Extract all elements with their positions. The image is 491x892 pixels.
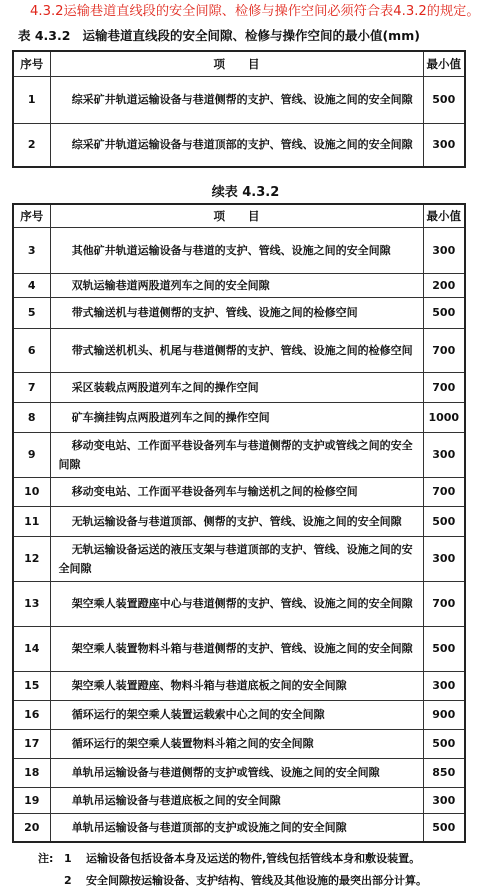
row-item: 带式输送机与巷道侧帮的支护、管线、设施之间的检修空间 bbox=[50, 297, 423, 328]
row-item: 移动变电站、工作面平巷设备列车与输送机之间的检修空间 bbox=[50, 477, 423, 506]
row-min-value: 300 bbox=[423, 123, 465, 167]
row-item: 单轨吊运输设备与巷道侧帮的支护或管线、设施之间的安全间隙 bbox=[50, 758, 423, 787]
table-row bbox=[13, 402, 465, 432]
row-min-value: 700 bbox=[423, 477, 465, 506]
row-number: 9 bbox=[13, 432, 50, 477]
column-header-item: 项 目 bbox=[50, 204, 423, 227]
table-row bbox=[13, 581, 465, 626]
row-min-value: 900 bbox=[423, 700, 465, 729]
row-number: 13 bbox=[13, 581, 50, 626]
table-row bbox=[13, 758, 465, 787]
row-number: 10 bbox=[13, 477, 50, 506]
row-min-value: 300 bbox=[423, 432, 465, 477]
row-min-value: 500 bbox=[423, 297, 465, 328]
table-row bbox=[13, 297, 465, 328]
row-item: 无轨运输设备运送的液压支架与巷道顶部的支护、管线、设施之间的安全间隙 bbox=[50, 536, 423, 581]
row-item: 其他矿井轨道运输设备与巷道的支护、管线、设施之间的安全间隙 bbox=[50, 227, 423, 273]
table-row bbox=[13, 729, 465, 758]
column-header-value: 最小值 bbox=[423, 204, 465, 227]
row-item: 综采矿井轨道运输设备与巷道侧帮的支护、管线、设施之间的安全间隙 bbox=[50, 76, 423, 123]
row-number: 1 bbox=[13, 76, 50, 123]
row-item: 移动变电站、工作面平巷设备列车与巷道侧帮的支护或管线之间的安全间隙 bbox=[50, 432, 423, 477]
row-number: 19 bbox=[13, 787, 50, 813]
row-number: 8 bbox=[13, 402, 50, 432]
clearance-table bbox=[12, 50, 466, 168]
note-item bbox=[38, 848, 488, 870]
table-header-row bbox=[13, 204, 465, 227]
row-min-value: 700 bbox=[423, 372, 465, 402]
row-item: 采区装载点两股道列车之间的操作空间 bbox=[50, 372, 423, 402]
row-number: 16 bbox=[13, 700, 50, 729]
table-header-row bbox=[13, 51, 465, 76]
table-number: 表 4.3.2 bbox=[18, 28, 71, 43]
table-caption: 运输巷道直线段的安全间隙、检修与操作空间的最小值(mm) bbox=[82, 28, 420, 43]
table-body bbox=[13, 227, 465, 842]
table-notes bbox=[38, 848, 488, 892]
row-number: 20 bbox=[13, 813, 50, 842]
row-item: 双轨运输巷道两股道列车之间的安全间隙 bbox=[50, 273, 423, 297]
table-row bbox=[13, 671, 465, 700]
column-header-value: 最小值 bbox=[423, 51, 465, 76]
clearance-table-continued bbox=[12, 203, 466, 843]
row-number: 5 bbox=[13, 297, 50, 328]
row-min-value: 300 bbox=[423, 227, 465, 273]
row-min-value: 700 bbox=[423, 581, 465, 626]
row-min-value: 300 bbox=[423, 671, 465, 700]
row-number: 14 bbox=[13, 626, 50, 671]
row-number: 6 bbox=[13, 328, 50, 372]
row-item: 带式输送机机头、机尾与巷道侧帮的支护、管线、设施之间的检修空间 bbox=[50, 328, 423, 372]
row-item: 架空乘人装置蹬座中心与巷道侧帮的支护、管线、设施之间的安全间隙 bbox=[50, 581, 423, 626]
table-row bbox=[13, 700, 465, 729]
row-min-value: 500 bbox=[423, 729, 465, 758]
table-row bbox=[13, 536, 465, 581]
row-min-value: 1000 bbox=[423, 402, 465, 432]
table-row bbox=[13, 372, 465, 402]
row-min-value: 500 bbox=[423, 506, 465, 536]
row-number: 17 bbox=[13, 729, 50, 758]
table-row bbox=[13, 123, 465, 167]
row-item: 架空乘人装置物料斗箱与巷道侧帮的支护、管线、设施之间的安全间隙 bbox=[50, 626, 423, 671]
row-item: 单轨吊运输设备与巷道底板之间的安全间隙 bbox=[50, 787, 423, 813]
table-row bbox=[13, 76, 465, 123]
table-title bbox=[18, 26, 488, 44]
note-text: 安全间隙按运输设备、支护结构、管线及其他设施的最突出部分计算。 bbox=[86, 874, 427, 887]
table-row bbox=[13, 432, 465, 477]
row-number: 15 bbox=[13, 671, 50, 700]
row-item: 单轨吊运输设备与巷道顶部的支护或设施之间的安全间隙 bbox=[50, 813, 423, 842]
row-min-value: 500 bbox=[423, 626, 465, 671]
row-item: 循环运行的架空乘人装置运载索中心之间的安全间隙 bbox=[50, 700, 423, 729]
continued-table-title: 续表 4.3.2 bbox=[211, 185, 280, 200]
table-row bbox=[13, 813, 465, 842]
row-min-value: 300 bbox=[423, 536, 465, 581]
row-number: 18 bbox=[13, 758, 50, 787]
table-row bbox=[13, 273, 465, 297]
row-number: 12 bbox=[13, 536, 50, 581]
row-item: 矿车摘挂钩点两股道列车之间的操作空间 bbox=[50, 402, 423, 432]
row-item: 循环运行的架空乘人装置物料斗箱之间的安全间隙 bbox=[50, 729, 423, 758]
row-number: 7 bbox=[13, 372, 50, 402]
row-min-value: 850 bbox=[423, 758, 465, 787]
column-header-item: 项 目 bbox=[50, 51, 423, 76]
row-min-value: 300 bbox=[423, 787, 465, 813]
table-row bbox=[13, 787, 465, 813]
table-row bbox=[13, 227, 465, 273]
row-min-value: 500 bbox=[423, 813, 465, 842]
row-number: 3 bbox=[13, 227, 50, 273]
clause-heading: 4.3.2运输巷道直线段的安全间隙、检修与操作空间必须符合表4.3.2的规定。 bbox=[30, 4, 480, 19]
note-number: 1 bbox=[64, 852, 72, 865]
row-item: 综采矿井轨道运输设备与巷道顶部的支护、管线、设施之间的安全间隙 bbox=[50, 123, 423, 167]
row-min-value: 500 bbox=[423, 76, 465, 123]
note-text: 运输设备包括设备本身及运送的物件,管线包括管线本身和敷设装置。 bbox=[86, 852, 421, 865]
table-row bbox=[13, 626, 465, 671]
row-min-value: 200 bbox=[423, 273, 465, 297]
row-number: 2 bbox=[13, 123, 50, 167]
row-number: 11 bbox=[13, 506, 50, 536]
row-number: 4 bbox=[13, 273, 50, 297]
row-item: 架空乘人装置蹬座、物料斗箱与巷道底板之间的安全间隙 bbox=[50, 671, 423, 700]
table-body bbox=[13, 76, 465, 167]
notes-label: 注: bbox=[38, 852, 54, 865]
table-row bbox=[13, 506, 465, 536]
column-header-no: 序号 bbox=[13, 51, 50, 76]
row-min-value: 700 bbox=[423, 328, 465, 372]
table-row bbox=[13, 328, 465, 372]
note-number: 2 bbox=[64, 874, 72, 887]
column-header-no: 序号 bbox=[13, 204, 50, 227]
row-item: 无轨运输设备与巷道顶部、侧帮的支护、管线、设施之间的安全间隙 bbox=[50, 506, 423, 536]
table-row bbox=[13, 477, 465, 506]
